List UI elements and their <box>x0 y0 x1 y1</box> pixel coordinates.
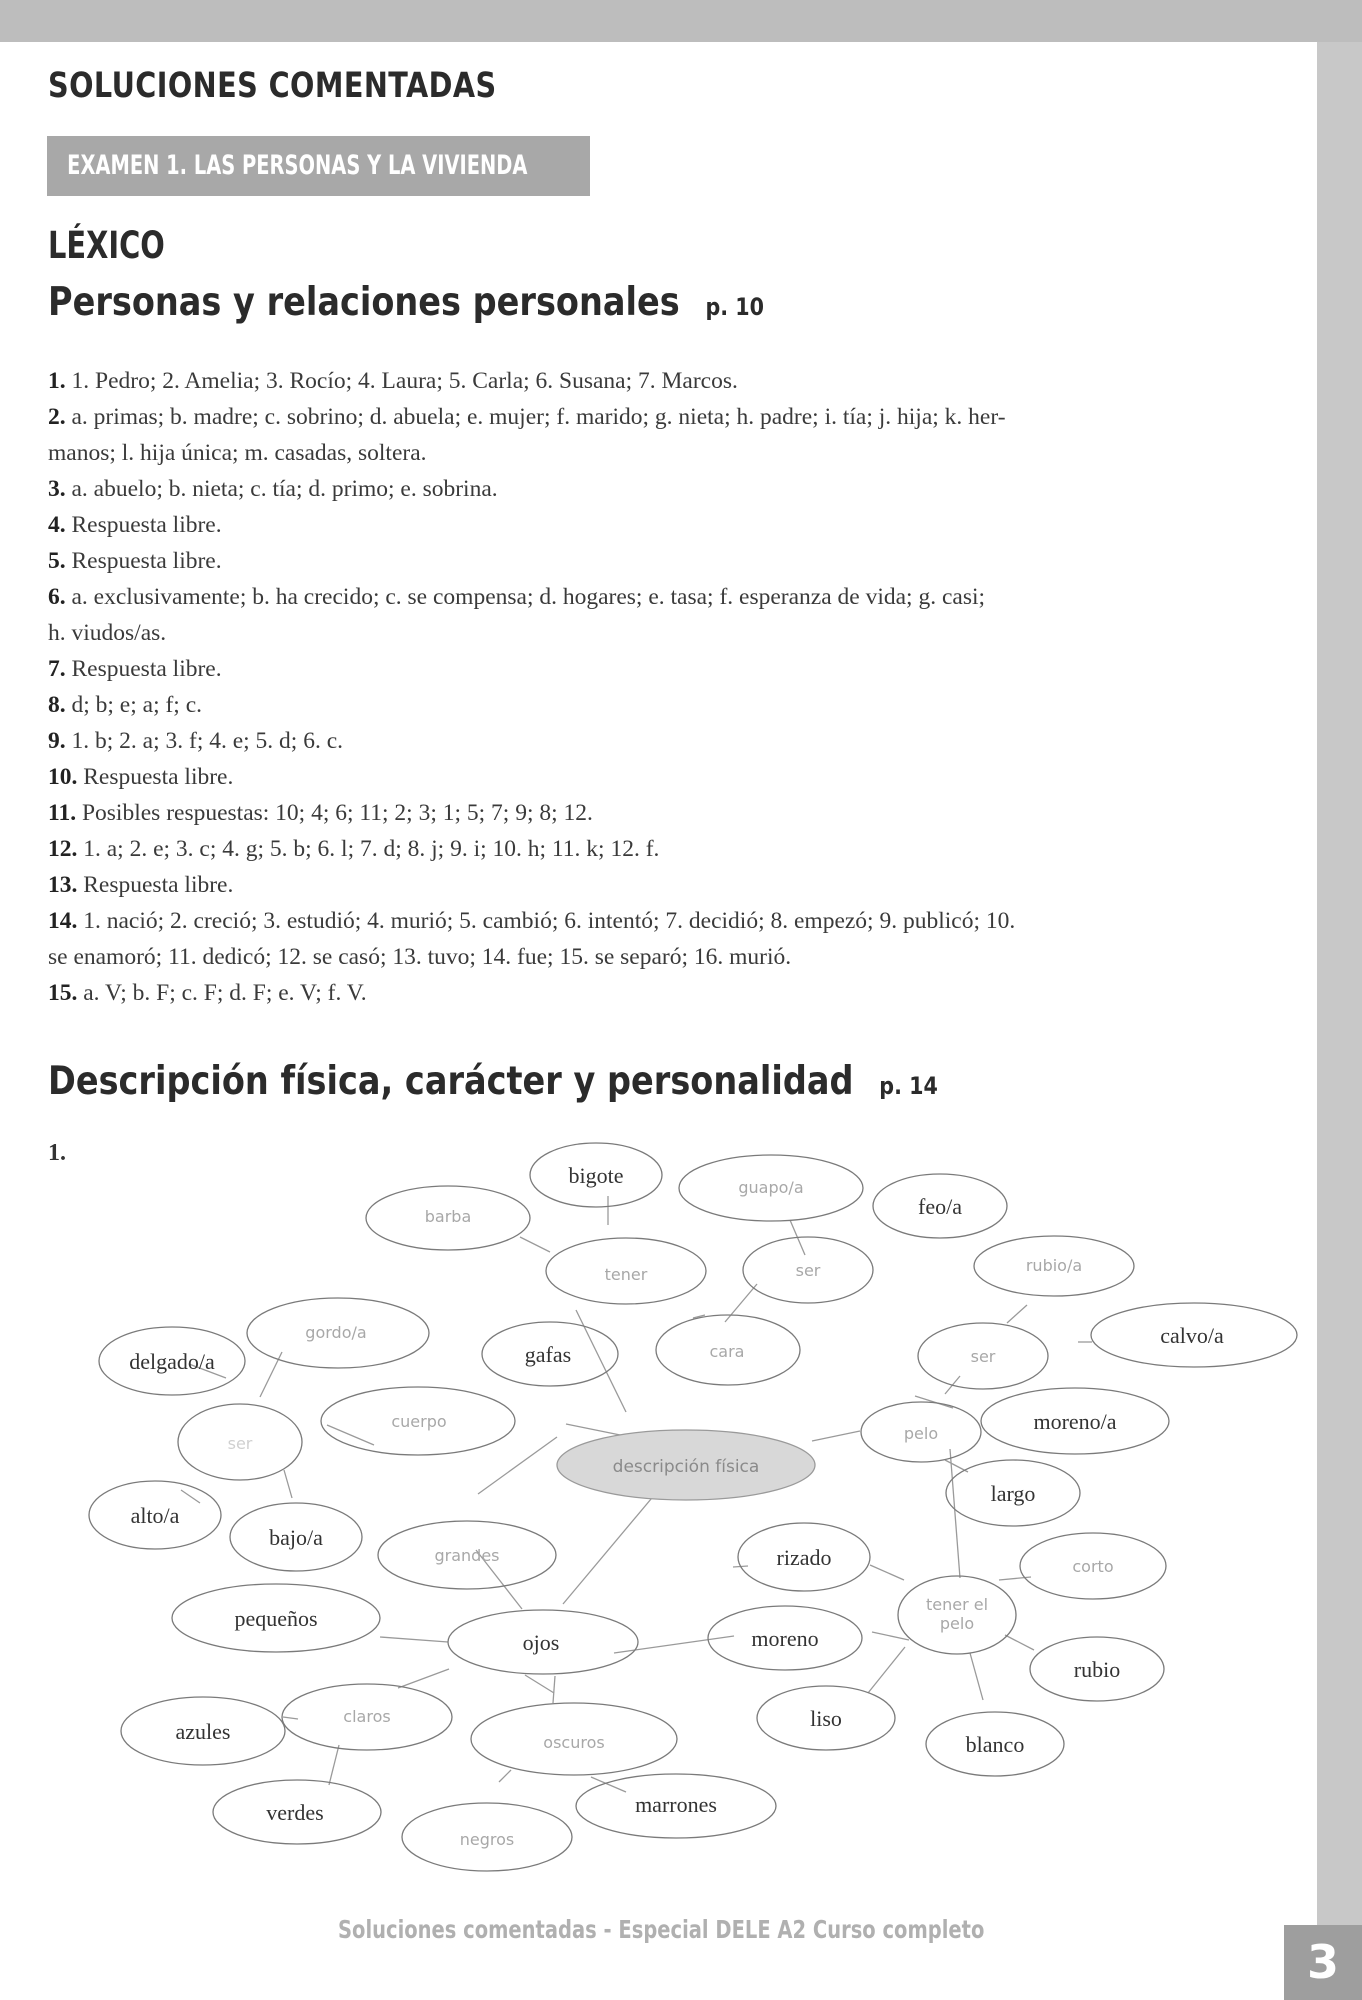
section-page-ref: p. 10 <box>705 293 765 321</box>
mind-map-bubbles <box>89 1143 1297 1871</box>
word-blanco: blanco <box>965 1732 1025 1757</box>
answer-number: 11. <box>48 800 77 826</box>
word-tener-el-pelo-line: tener el <box>925 1595 989 1614</box>
exam-banner-label: EXAMEN 1. LAS PERSONAS Y LA VIVIENDA <box>67 150 528 181</box>
word-tener: tener <box>604 1265 648 1284</box>
answer-number: 5. <box>48 548 66 574</box>
word-cara: cara <box>709 1342 745 1361</box>
answer-number: 8. <box>48 692 66 718</box>
word-tener-el-pelo-line: pelo <box>939 1614 975 1633</box>
answer-number: 10. <box>48 764 78 790</box>
answer-text-continued: h. viudos/as. <box>48 620 167 646</box>
word-largo: largo <box>990 1481 1036 1506</box>
word-ser-right: ser <box>970 1347 996 1366</box>
word-calvo: calvo/a <box>1160 1323 1224 1348</box>
answer-text: 1. nació; 2. creció; 3. estudió; 4. murió; 5. cambió; 6. intentó; 7. decidió; 8. empezó; 9. publicó; 10. <box>83 908 1016 934</box>
answer-text: a. exclusivamente; b. ha crecido; c. se compensa; d. hogares; e. tasa; f. esperanza de vida; g. casi; <box>71 584 986 610</box>
word-delgado: delgado/a <box>129 1349 215 1374</box>
word-liso: liso <box>810 1706 842 1731</box>
word-cuerpo: cuerpo <box>391 1412 447 1431</box>
answer-text-continued: manos; l. hija única; m. casadas, soltera. <box>48 440 427 466</box>
answer-number: 14. <box>48 908 78 934</box>
word-negros: negros <box>459 1830 515 1849</box>
answer-text: Posibles respuestas: 10; 4; 6; 11; 2; 3; 1; 5; 7; 9; 8; 12. <box>81 800 593 826</box>
section-title-text: Personas y relaciones personales <box>48 280 680 325</box>
section-heading-lexico: LÉXICO <box>48 224 165 267</box>
answer-text: a. abuelo; b. nieta; c. tía; d. primo; e. sobrina. <box>71 476 498 502</box>
word-ser-left: ser <box>227 1434 253 1453</box>
word-ser-top: ser <box>795 1261 821 1280</box>
section-title-text: Descripción física, carácter y personalidad <box>48 1059 854 1104</box>
answer-text: 1. a; 2. e; 3. c; 4. g; 5. b; 6. l; 7. d; 8. j; 9. i; 10. h; 11. k; 12. f. <box>83 836 660 862</box>
answer-number: 1. <box>48 368 66 394</box>
word-feo: feo/a <box>918 1194 962 1219</box>
answer-text: 1. Pedro; 2. Amelia; 3. Rocío; 4. Laura; 5. Carla; 6. Susana; 7. Marcos. <box>71 368 738 394</box>
word-corto: corto <box>1072 1557 1114 1576</box>
word-barba: barba <box>424 1207 472 1226</box>
word-bajo: bajo/a <box>269 1525 323 1550</box>
word-gordo: gordo/a <box>305 1323 367 1342</box>
page-footer: Soluciones comentadas - Especial DELE A2 Curso completo <box>338 1915 985 1944</box>
word-pequenos: pequeños <box>234 1606 318 1631</box>
word-gafas: gafas <box>524 1342 572 1367</box>
answer-text: 1. b; 2. a; 3. f; 4. e; 5. d; 6. c. <box>71 728 344 754</box>
answer-number: 15. <box>48 980 78 1006</box>
word-ojos: ojos <box>522 1630 560 1655</box>
page-number: 3 <box>1284 1925 1362 2000</box>
section-page-ref: p. 14 <box>879 1072 938 1100</box>
word-claros: claros <box>343 1707 391 1726</box>
word-descripcion-fisica: descripción física <box>612 1457 760 1477</box>
answer-number: 4. <box>48 512 66 538</box>
answer-number: 9. <box>48 728 66 754</box>
word-rizado: rizado <box>776 1545 832 1570</box>
word-marrones: marrones <box>635 1792 717 1817</box>
exercise-number: 1. <box>48 1140 66 1166</box>
answer-text: Respuesta libre. <box>71 512 222 538</box>
word-pelo: pelo <box>903 1424 939 1443</box>
word-alto: alto/a <box>130 1503 180 1528</box>
answer-number: 13. <box>48 872 78 898</box>
answer-text: a. primas; b. madre; c. sobrino; d. abuela; e. mujer; f. marido; g. nieta; h. padre; i. tía; j. hija; k. her- <box>71 404 1006 430</box>
answer-text: Respuesta libre. <box>71 656 222 682</box>
word-rubio: rubio <box>1073 1657 1121 1682</box>
word-moreno: moreno <box>751 1626 819 1651</box>
word-grandes: grandes <box>434 1546 500 1565</box>
word-moreno-a: moreno/a <box>1033 1409 1117 1434</box>
word-tener-el-pelo <box>926 1595 988 1633</box>
answer-number: 6. <box>48 584 66 610</box>
answer-number: 12. <box>48 836 78 862</box>
page-title: SOLUCIONES COMENTADAS <box>48 66 497 106</box>
word-oscuros: oscuros <box>543 1733 605 1752</box>
answer-text: Respuesta libre. <box>83 764 234 790</box>
answer-number: 2. <box>48 404 66 430</box>
answer-text: Respuesta libre. <box>71 548 222 574</box>
answer-text-continued: se enamoró; 11. dedicó; 12. se casó; 13. tuvo; 14. fue; 15. se separó; 16. murió. <box>48 944 792 970</box>
answer-number: 3. <box>48 476 66 502</box>
word-rubio-a: rubio/a <box>1025 1256 1083 1275</box>
word-azules: azules <box>175 1719 231 1744</box>
word-guapo: guapo/a <box>738 1178 804 1197</box>
answer-text: Respuesta libre. <box>83 872 234 898</box>
answer-number: 7. <box>48 656 66 682</box>
word-bigote: bigote <box>568 1163 624 1188</box>
answer-text: a. V; b. F; c. F; d. F; e. V; f. V. <box>83 980 367 1006</box>
answer-text: d; b; e; a; f; c. <box>71 692 203 718</box>
word-verdes: verdes <box>266 1800 324 1825</box>
